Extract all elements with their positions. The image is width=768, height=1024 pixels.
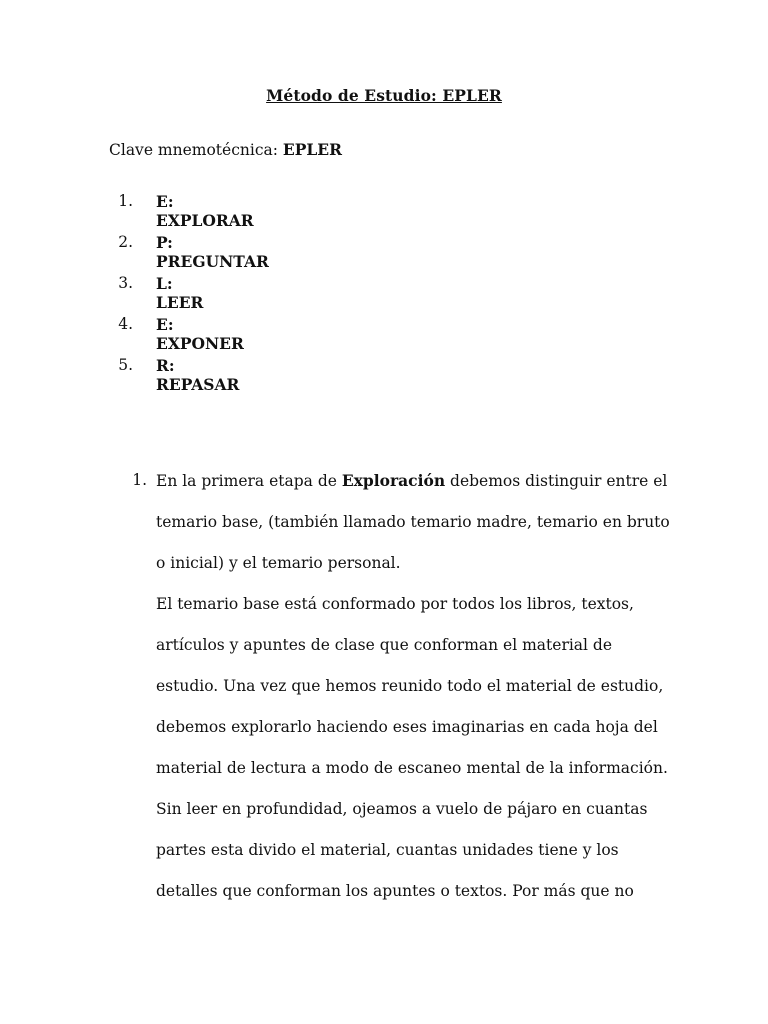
paragraph-line: detalles que conforman los apuntes o textos. Por más que no — [156, 882, 634, 900]
mnemonic-key-label: Clave mnemotécnica: — [109, 141, 283, 159]
paragraph-line: artículos y apuntes de clase que conforman el material de — [156, 636, 613, 654]
list-item-text: E: EXPLORAR — [156, 192, 254, 230]
section-number: 1. — [132, 471, 147, 489]
document-title: Método de Estudio: EPLER — [266, 86, 502, 105]
list-item-text: L: LEER — [156, 274, 204, 312]
steps-list — [109, 192, 269, 397]
mnemonic-key-value: EPLER — [282, 140, 342, 159]
list-item — [109, 274, 204, 315]
list-item — [109, 233, 269, 274]
list-item-number: 1. — [118, 192, 133, 210]
paragraph-line: temario base, (también llamado temario madre, temario en bruto — [156, 513, 670, 531]
list-item-text: R: REPASAR — [156, 356, 240, 394]
paragraph-line: El temario base está conformado por todos los libros, textos, — [156, 595, 634, 613]
list-item — [109, 356, 240, 397]
emphasis-term: Exploración — [341, 471, 446, 490]
list-item-number: 5. — [118, 356, 133, 374]
paragraph-line: debemos explorarlo haciendo eses imaginarias en cada hoja del — [156, 718, 658, 736]
list-item — [109, 192, 254, 233]
paragraph-line: material de lectura a modo de escaneo mental de la información. — [156, 759, 668, 777]
paragraph-text: debemos distinguir entre el — [445, 472, 668, 490]
list-item-text: E: EXPONER — [156, 315, 244, 353]
paragraph-line: Sin leer en profundidad, ojeamos a vuelo de pájaro en cuantas — [156, 800, 648, 818]
mnemonic-key-line — [109, 140, 342, 159]
paragraph-line: o inicial) y el temario personal. — [156, 554, 401, 572]
list-item-number: 4. — [118, 315, 133, 333]
list-item — [109, 315, 244, 356]
paragraph-line — [156, 460, 676, 502]
list-item-number: 3. — [118, 274, 133, 292]
paragraph-line: partes esta divido el material, cuantas unidades tiene y los — [156, 841, 619, 859]
paragraph-line: estudio. Una vez que hemos reunido todo el material de estudio, — [156, 677, 664, 695]
section-paragraph — [156, 460, 676, 912]
list-item-text: P: PREGUNTAR — [156, 233, 269, 271]
paragraph-text: En la primera etapa de — [156, 472, 342, 490]
list-item-number: 2. — [118, 233, 133, 251]
